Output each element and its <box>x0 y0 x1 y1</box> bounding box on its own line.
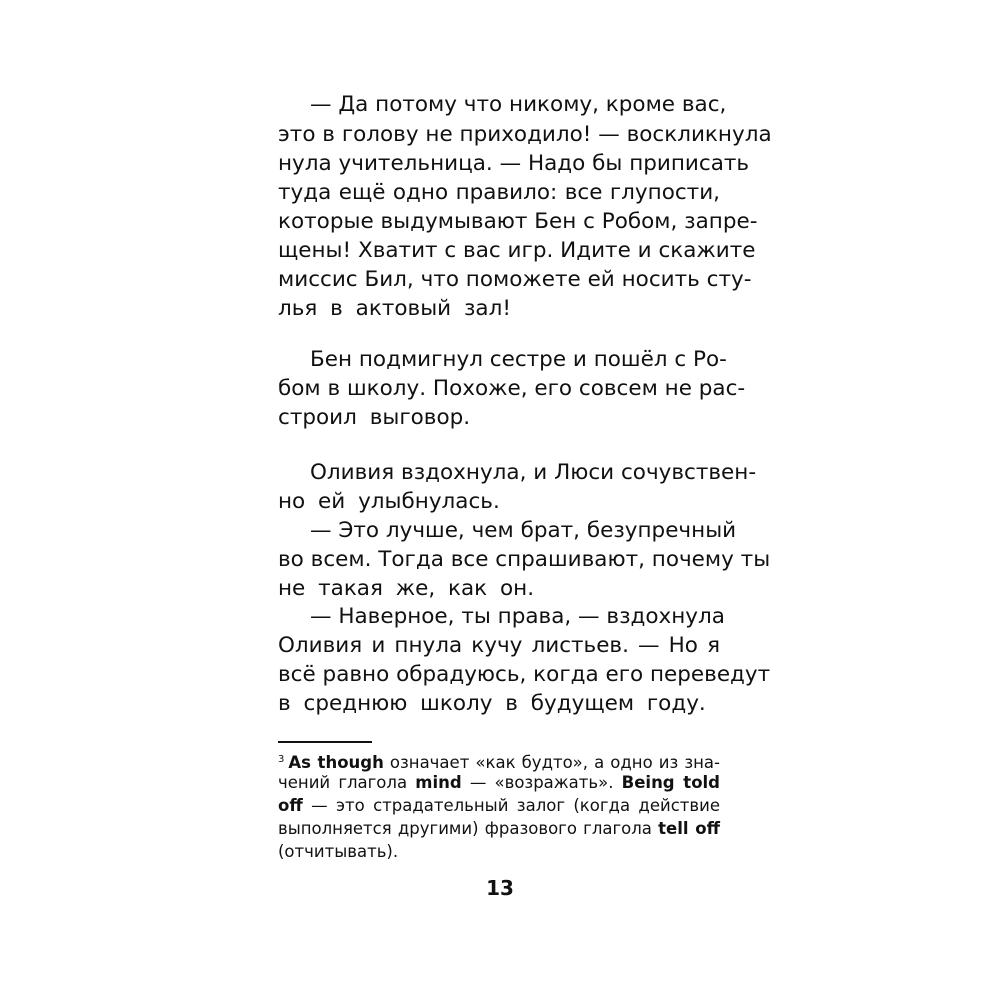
text-line: миссис Бил, что поможете ей носить сту- <box>278 267 752 292</box>
text-line: — Да потому что никому, кроме вас, <box>310 92 727 117</box>
footnote-term: Being told <box>621 773 720 792</box>
text-line: но ей улыбнулась. <box>278 489 500 514</box>
text-line: во всем. Тогда все спрашивают, почему ты <box>278 547 771 572</box>
footnote-term: mind <box>415 773 462 792</box>
footnote-text: — это страдательный залог (когда действие <box>302 796 720 815</box>
footnote-text: — «возражать». <box>461 773 622 792</box>
footnote-term: off <box>278 796 303 815</box>
text-line: Бен подмигнул сестре и пошёл с Ро- <box>310 347 727 372</box>
footnote-divider <box>278 741 372 743</box>
text-line: щены! Хватит с вас игр. Идите и скажите <box>278 238 756 263</box>
footnote-line <box>278 840 720 863</box>
text-line: туда ещё одно правило: все глупости, <box>278 180 720 205</box>
text-line: в среднюю школу в будущем году. <box>278 691 706 716</box>
footnote-line <box>278 771 720 794</box>
footnote-marker: 3 <box>278 754 285 765</box>
text-line: которые выдумывают Бен с Робом, запре- <box>278 209 758 234</box>
footnote-text: выполняется другими) фразового глагола <box>278 819 659 838</box>
text-line: всё равно обрадуюсь, когда его переведут <box>278 662 771 687</box>
text-line: бом в школу. Похоже, его совсем не рас- <box>278 376 746 401</box>
footnote-line <box>278 794 720 817</box>
text-line: Оливия вздохнула, и Люси сочувствен- <box>310 460 757 485</box>
footnote-line <box>278 748 720 771</box>
text-line: — Это лучше, чем брат, безупречный <box>310 518 737 543</box>
text-line: строил выговор. <box>278 405 471 430</box>
text-line: нула учительница. — Надо бы приписать <box>278 151 750 176</box>
footnote-term: tell off <box>658 819 720 838</box>
text-line: Оливия и пнула кучу листьев. — Но я <box>278 633 720 658</box>
footnote-text: (отчитывать). <box>278 842 399 861</box>
footnote-term: As though <box>288 753 384 772</box>
text-line: лья в актовый зал! <box>278 296 511 321</box>
page-number: 13 <box>486 876 514 900</box>
text-line: — Наверное, ты права, — вздохнула <box>310 604 725 629</box>
footnote-text: чений глагола <box>278 773 416 792</box>
footnote-line <box>278 817 720 840</box>
footnote-text: означает «как будто», а одно из зна- <box>383 753 720 772</box>
text-line: это в голову не приходило! — воскликнула <box>278 122 772 147</box>
text-line: не такая же, как он. <box>278 576 535 601</box>
